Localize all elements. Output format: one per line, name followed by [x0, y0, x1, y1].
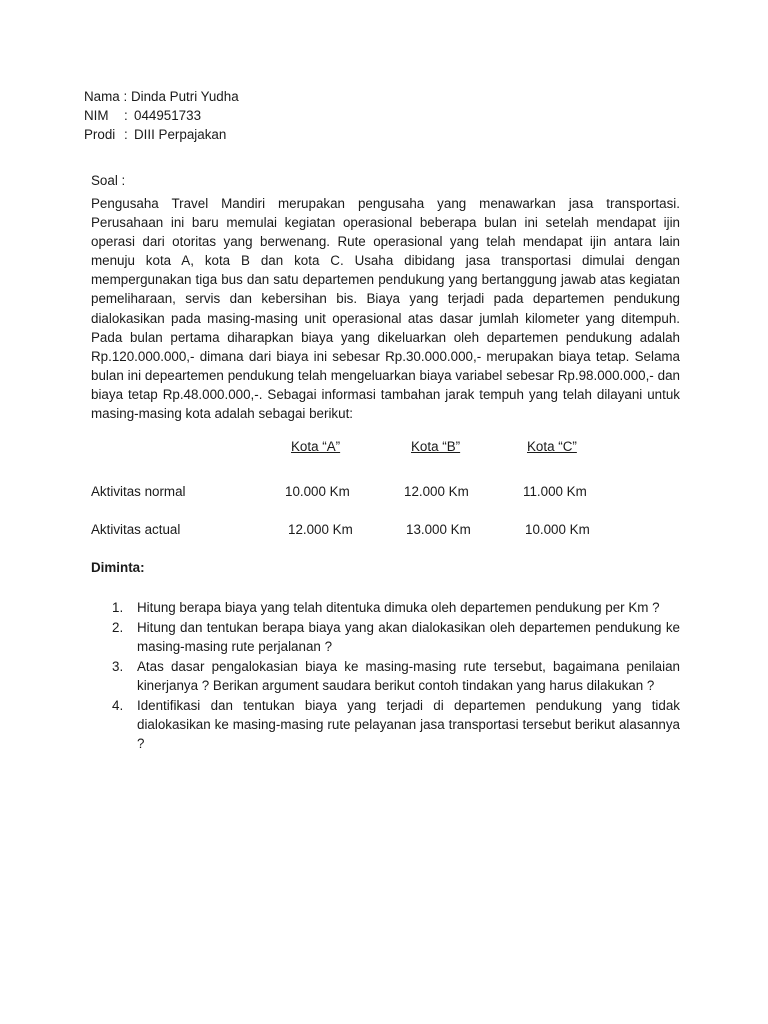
prodi-key: Prodi	[84, 127, 116, 142]
name-value: Dinda Putri Yudha	[130, 89, 239, 104]
question-number: 1.	[112, 600, 124, 615]
prodi-separator: :	[124, 127, 128, 142]
prodi-row	[84, 125, 239, 144]
question-item	[110, 657, 680, 695]
question-text: Hitung berapa biaya yang telah ditentuka dimuka oleh departemen pendukung per Km ?	[137, 600, 660, 615]
nim-separator: :	[124, 108, 128, 123]
column-header-kota-b: Kota “B”	[411, 439, 461, 454]
cell-actual-kota-c: 10.000 Km	[525, 522, 590, 537]
nim-row	[84, 106, 239, 125]
problem-paragraph: Pengusaha Travel Mandiri merupakan pengusaha yang menawarkan jasa transportasi. Perusahaan ini baru memulai kegiatan operasional beberapa bulan ini setelah mendapat ijin operasi dari otoritas yang berwenang. Rute operasional yang telah mendapat ijin antara lain menuju kota A, kota B dan kota C. Usaha dibidang jasa transportasi dimulai dengan mempergunakan tiga bus dan satu departemen pendukung yang bertanggung jawab atas kegiatan pemeliharaan, servis dan kebersihan bis. Biaya yang terjadi pada departemen pendukung dialokasikan pada masing-masing unit operasional atas dasar jumlah kilometer yang ditempuh. Pada bulan pertama diharapkan biaya yang dikeluarkan oleh departemen pendukung adalah Rp.120.000.000,- dimana dari biaya ini sebesar Rp.30.000.000,- merupakan biaya tetap. Selama bulan ini depeartemen pendukung telah mengeluarkan biaya variabel sebesar Rp.98.000.000,- dan biaya tetap Rp.48.000.000,-. Sebagai informasi tambahan jarak tempuh yang telah dilayani untuk masing-masing kota adalah sebagai berikut:	[91, 196, 680, 422]
row-label-normal: Aktivitas normal	[91, 484, 186, 499]
name-separator: :	[123, 89, 128, 104]
nim-value: 044951733	[134, 108, 202, 123]
question-number: 3.	[112, 659, 124, 674]
cell-actual-kota-b: 13.000 Km	[406, 522, 471, 537]
soal-label: Soal :	[91, 173, 126, 188]
question-text: Hitung dan tentukan berapa biaya yang akan dialokasikan oleh departemen pendukung ke masing-masing rute perjalanan ?	[137, 620, 680, 654]
question-text: Atas dasar pengalokasian biaya ke masing-masing rute tersebut, bagaimana penilaian kinerjanya ? Berikan argument saudara berikut contoh tindakan yang harus dilakukan ?	[137, 659, 680, 693]
nim-key: NIM	[84, 108, 109, 123]
prodi-value: DIII Perpajakan	[134, 127, 227, 142]
cell-normal-kota-a: 10.000 Km	[285, 484, 350, 499]
column-header-kota-c: Kota “C”	[527, 439, 577, 454]
name-key: Nama	[84, 89, 120, 104]
cell-normal-kota-b: 12.000 Km	[404, 484, 469, 499]
question-item	[110, 618, 680, 656]
diminta-heading: Diminta:	[91, 560, 145, 575]
question-item	[110, 598, 680, 617]
cell-normal-kota-c: 11.000 Km	[523, 484, 587, 499]
question-number: 2.	[112, 620, 124, 635]
question-number: 4.	[112, 698, 124, 713]
question-text: Identifikasi dan tentukan biaya yang terjadi di departemen pendukung yang tidak dialokasikan ke masing-masing rute pelayanan jasa transportasi tersebut berikut alasannya ?	[137, 698, 680, 751]
question-item	[110, 696, 680, 753]
name-row	[84, 87, 239, 106]
column-header-kota-a: Kota “A”	[291, 439, 341, 454]
question-list	[110, 598, 680, 754]
cell-actual-kota-a: 12.000 Km	[288, 522, 353, 537]
student-info	[84, 87, 239, 144]
row-label-actual: Aktivitas actual	[91, 522, 181, 537]
